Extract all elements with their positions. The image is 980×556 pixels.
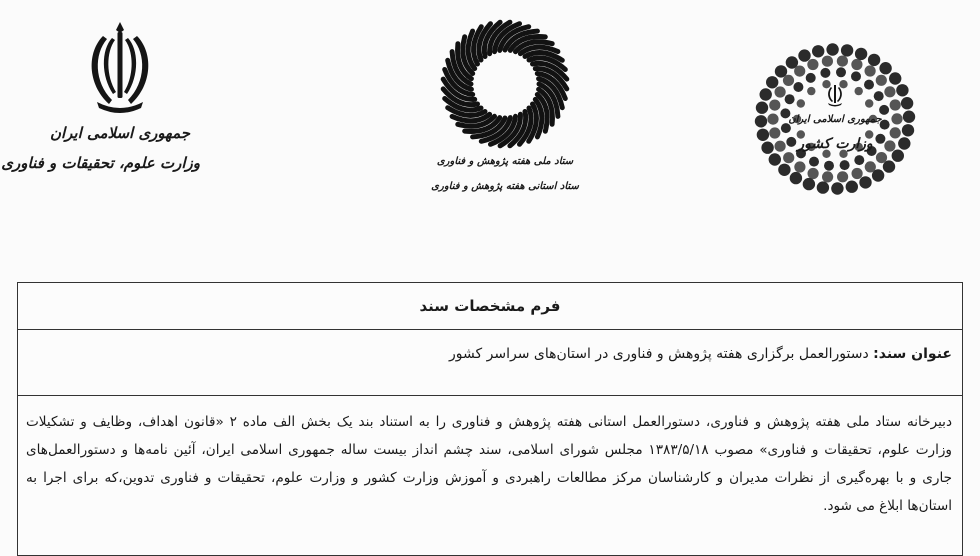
msrt-logo (1, 18, 200, 172)
document-form (17, 282, 963, 556)
iran-emblem-icon (83, 18, 157, 118)
small-emblem-icon (824, 82, 846, 108)
document-subject-row (18, 330, 962, 396)
right-logo-line2: وزارت کشور (797, 136, 873, 152)
center-logo-line2: ستاد استانی هفته پژوهش و فناوری (431, 181, 579, 192)
left-logo-line2: وزارت علوم، تحقیقات و فناوری (1, 154, 200, 172)
form-title: فرم مشخصات سند (18, 283, 962, 330)
left-logo-line1: جمهوری اسلامی ایران (49, 124, 191, 142)
spiral-rosette-icon (435, 18, 575, 150)
center-logo-line1: ستاد ملی هفته پژوهش و فناوری (436, 156, 574, 167)
subject-label: عنوان سند: (873, 346, 952, 362)
subject-value: دستورالعمل برگزاری هفته پژوهش و فناوری در استان‌های سراسر کشور (449, 346, 869, 362)
moi-logo (745, 34, 925, 204)
document-body: دبیرخانه ستاد ملی هفته پژوهش و فناوری، دستورالعمل استانی هفته پژوهش و فناوری را به استناد بند یک بخش الف ماده ۲ «قانون اهداف، وظایف و تشکیلات وزارت علوم، تحقیقات و فناوری» مصوب ۱۳۸۳/۵/۱۸ مجلس شورای اسلامی، سند چشم انداز بیست ساله جمهوری اسلامی ایران، آئین نامه‌ها و دستورالعمل‌های جاری و با بهره‌گیری از نظرات مدیران و کارشناسان مرکز مطالعات راهبردی و آموزش وزارت کشور و وزارت علوم، تحقیقات و فناوری تدوین،که برای اجرا به استان‌ها ابلاغ می شود. (18, 396, 962, 556)
research-week-logo (420, 18, 590, 192)
right-logo-line1: جمهوری اسلامی ایران (788, 114, 882, 125)
